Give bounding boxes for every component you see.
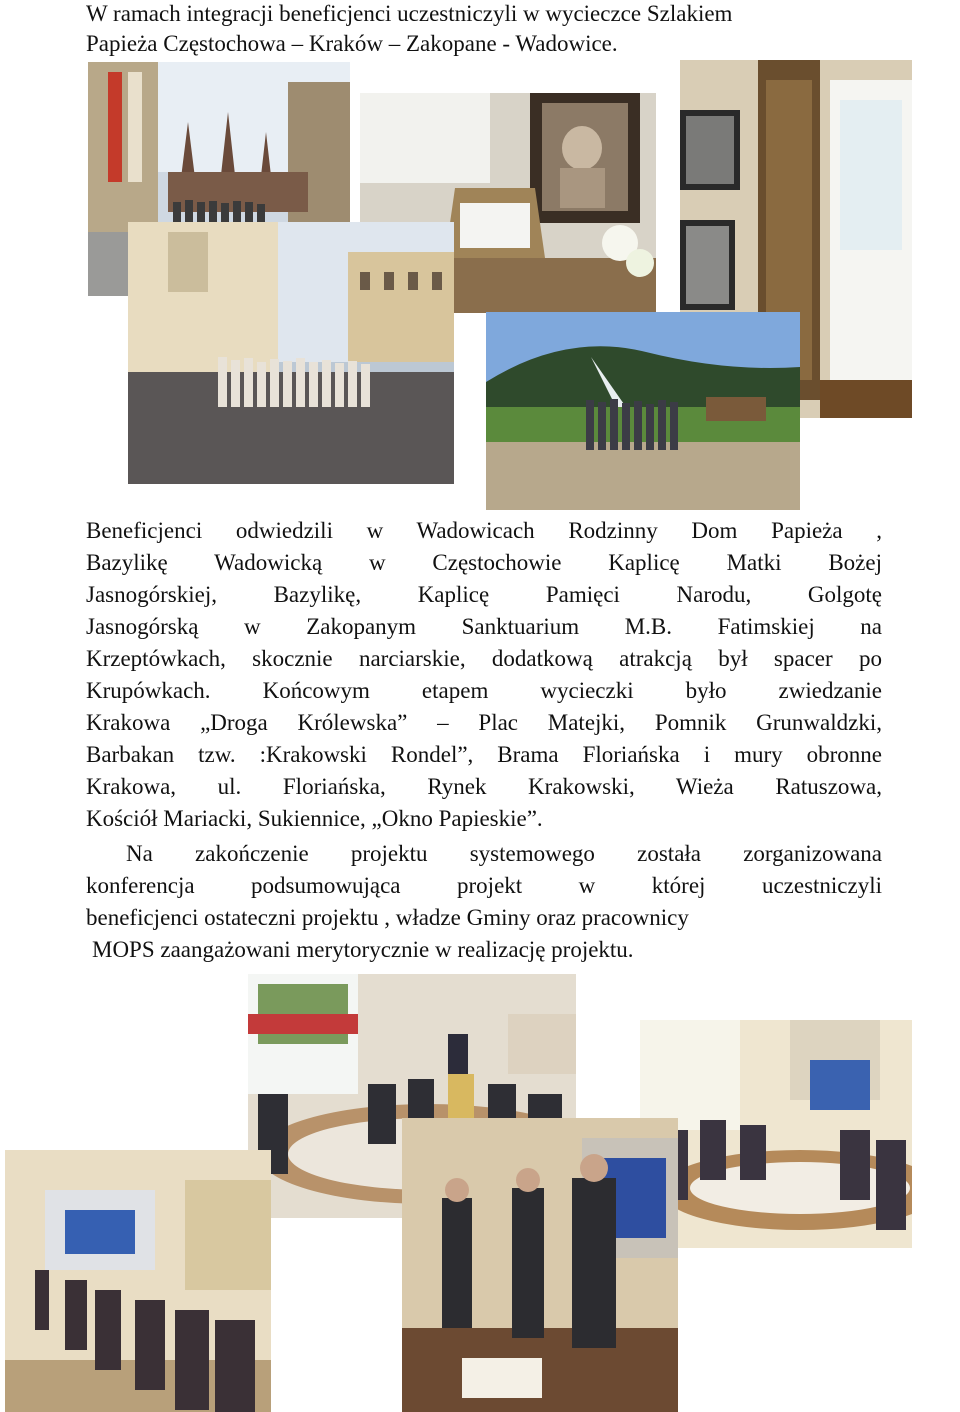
paragraph1-line: Beneficjenci odwiedzili w Wadowicach Rodzinny Dom Papieża ,: [86, 518, 882, 543]
paragraph2-line: Na zakończenie projektu systemowego została zorganizowana: [126, 841, 882, 866]
paragraph1-line: Kościół Mariacki, Sukiennice, „Okno Papieskie”.: [86, 806, 543, 831]
paragraph1-line: Krupówkach. Końcowym etapem wycieczki było zwiedzanie: [86, 678, 882, 703]
paragraph1-line: Krakowa „Droga Królewska” – Plac Matejki, Pomnik Grunwaldzki,: [86, 710, 882, 735]
paragraph2-line: beneficjenci ostateczni projektu , władze Gminy oraz pracownicy: [86, 905, 689, 930]
paragraph2-line: MOPS zaangażowani merytorycznie w realizację projektu.: [92, 937, 634, 962]
photo-group-church-wadowice: [128, 222, 454, 484]
paragraph1-line: Bazylikę Wadowicką w Częstochowie Kaplicę Matki Bożej: [86, 550, 882, 575]
paragraph1-line: Barbakan tzw. :Krakowski Rondel”, Brama Floriańska i mury obronne: [86, 742, 882, 767]
paragraph1-line: Jasnogórskiej, Bazylikę, Kaplicę Pamięci Narodu, Golgotę: [86, 582, 882, 607]
photo-conference-speakers: [402, 1118, 678, 1412]
paragraph-conference: [86, 838, 882, 966]
paragraph1-line: Krakowa, ul. Floriańska, Rynek Krakowski, Wieża Ratuszowa,: [86, 774, 882, 799]
paragraph1-line: Krzeptówkach, skocznie narciarskie, dodatkową atrakcją był spacer po: [86, 646, 882, 671]
intro-line-1: W ramach integracji beneficjenci uczestniczyli w wycieczce Szlakiem: [86, 1, 733, 26]
photo-conference-room-audience: [5, 1150, 271, 1412]
paragraph1-line: Jasnogórską w Zakopanym Sanktuarium M.B. Fatimskiej na: [86, 614, 882, 639]
paragraph2-line: konferencja podsumowująca projekt w której uczestniczyli: [86, 873, 882, 898]
photo-conference-presentation: [640, 1020, 912, 1248]
paragraph-trip-description: [86, 515, 882, 835]
photo-group-zakopane-ski-jump: [486, 312, 800, 510]
intro-line-2: Papieża Częstochowa – Kraków – Zakopane - Wadowice.: [86, 31, 618, 56]
